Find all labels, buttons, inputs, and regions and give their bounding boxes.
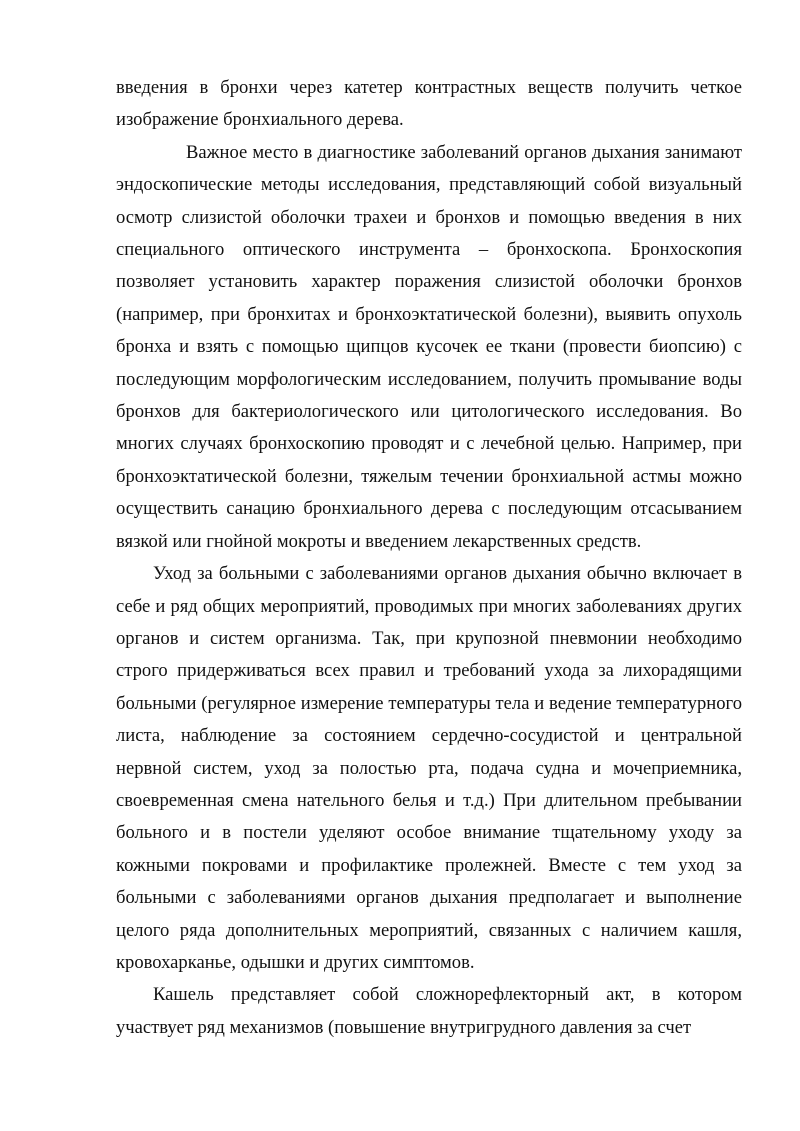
paragraph-bronchoscopy: Важное место в диагностике заболеваний органов дыхания занимают эндоскопические методы исследования, представляющий собой визуальный осмотр слизистой оболочки трахеи и бронхов и помощью введения в них специального оптического инструмента – бронхоскопа. Бронхоскопия позволяет установить характер поражения слизистой оболочки бронхов (например, при бронхитах и бронхоэктатической болезни), выявить опухоль бронха и взять с помощью щипцов кусочек ее ткани (провести биопсию) с последующим морфологическим исследованием, получить промывание воды бронхов для бактериологического или цитологического исследования. Во многих случаях бронхоскопию проводят и с лечебной целью. Например, при бронхоэктатической болезни, тяжелым течении бронхиальной астмы можно осуществить санацию бронхиального дерева с последующим отсасыванием вязкой или гнойной мокроты и введением лекарственных средств. (116, 141, 742, 552)
paragraph-cough: Кашель представляет собой сложнорефлекторный акт, в котором участвует ряд механизмов (повышение внутригрудного давления за счет (116, 984, 742, 1038)
paragraph-patient-care: Уход за больными с заболеваниями органов дыхания обычно включает в себе и ряд общих мероприятий, проводимых при многих заболеваниях других органов и систем организма. Так, при крупозной пневмонии необходимо строго придерживаться всех правил и требований ухода за лихорадящими больными (регулярное измерение температуры тела и ведение температурного листа, наблюдение за состоянием сердечно-сосудистой и центральной нервной систем, уход за полостью рта, подача судна и мочеприемника, своевременная смена нательного белья и т.д.) При длительном пребывании больного и в постели уделяют особое внимание тщательному уходу за кожными покровами и профилактике пролежней. Вместе с тем уход за больными с заболеваниями органов дыхания предполагает и выполнение целого ряда дополнительных мероприятий, связанных с наличием кашля, кровохарканье, одышки и других симптомов. (116, 563, 742, 973)
document-page (116, 72, 742, 1044)
paragraph-continuation: введения в бронхи через катетер контрастных веществ получить четкое изображение бронхиального дерева. (116, 77, 742, 131)
